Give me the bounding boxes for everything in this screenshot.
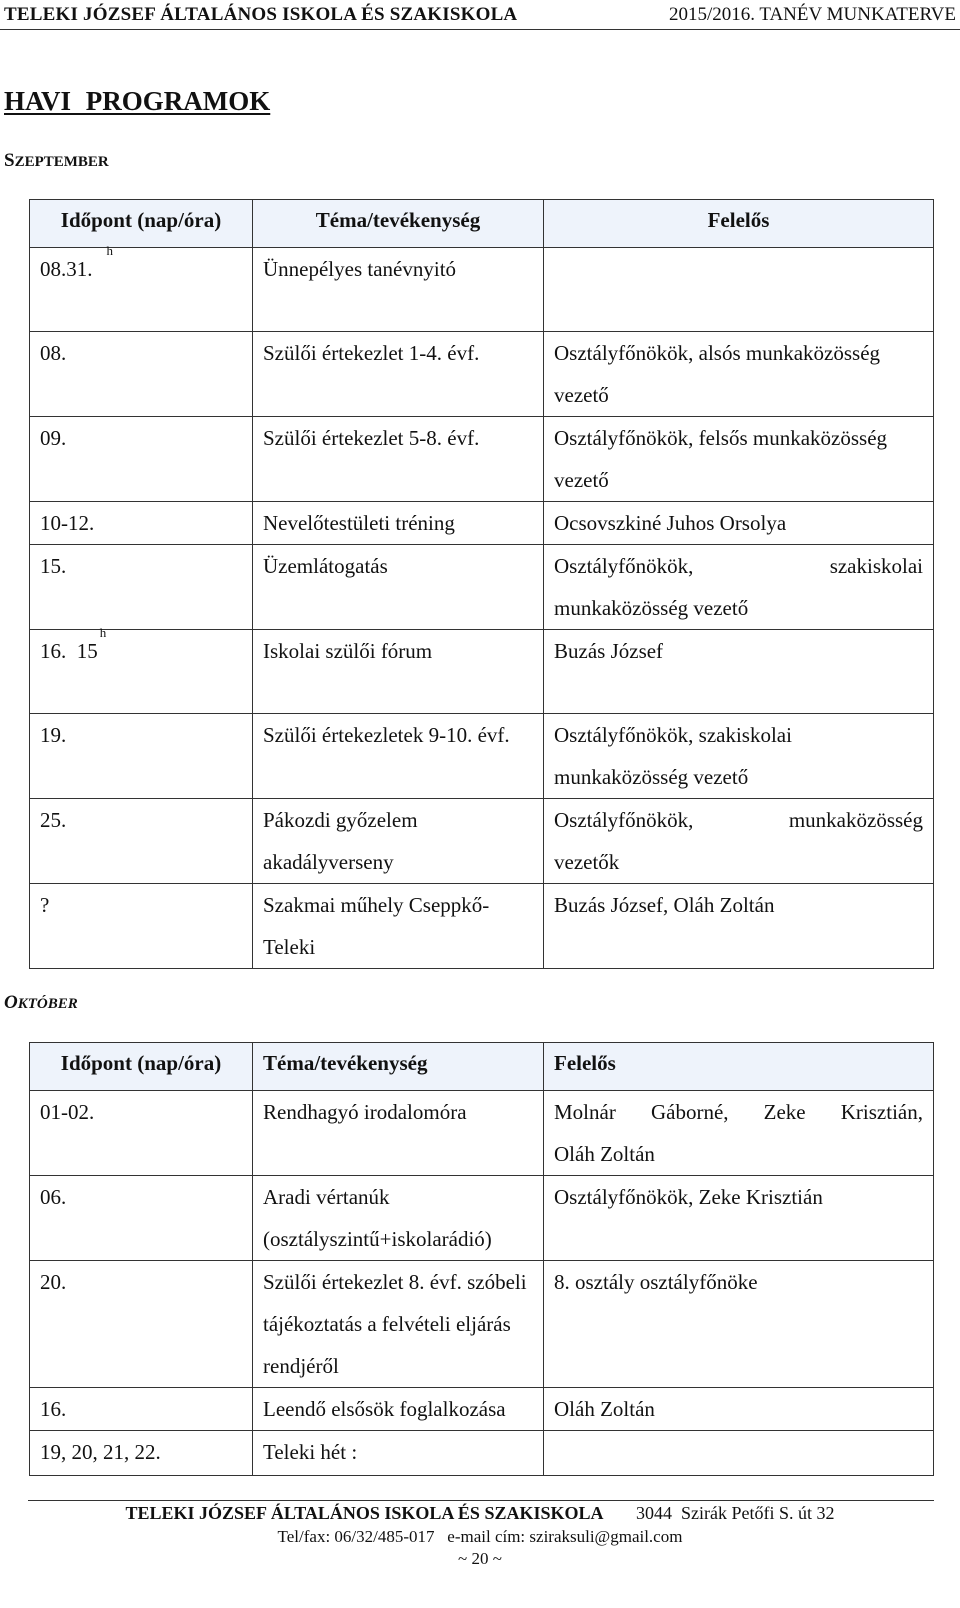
responsible-cell: Osztályfőnökök, szakiskolai munkaközösség vezető: [544, 714, 934, 799]
month-heading-september: [4, 150, 109, 172]
column-header-date: Időpont (nap/óra): [30, 1043, 253, 1091]
column-header-responsible: Felelős: [544, 200, 934, 248]
responsible-line-1: Osztályfőnökök, szakiskolai: [554, 554, 923, 578]
table-row: [30, 1388, 934, 1431]
responsible-cell: [544, 248, 934, 332]
table-row: [30, 799, 934, 884]
topic-cell: Üzemlátogatás: [253, 545, 544, 630]
date-cell: ?: [30, 884, 253, 969]
table-row: [30, 1176, 934, 1261]
table-header-row: [30, 200, 934, 248]
date-cell: 16.: [30, 1388, 253, 1431]
table-row: [30, 884, 934, 969]
topic-cell: Ünnepélyes tanévnyitó: [253, 248, 544, 332]
responsible-line-1: Osztályfőnökök, munkaközösség: [554, 808, 923, 832]
footer-school-name: TELEKI JÓZSEF ÁLTALÁNOS ISKOLA ÉS SZAKISKOLA: [125, 1503, 604, 1523]
table-row: [30, 1261, 934, 1388]
responsible-cell: Oláh Zoltán: [544, 1388, 934, 1431]
topic-cell: Szakmai műhely Cseppkő-Teleki: [253, 884, 544, 969]
footer-address: 3044 Szirák Petőfi S. út 32: [636, 1503, 835, 1523]
date-cell: 16. 15$^h$: [30, 630, 253, 714]
date-cell: 09.: [30, 417, 253, 502]
footer-school-line: [0, 1503, 960, 1524]
table-row: [30, 248, 934, 332]
column-header-topic: Téma/tevékenység: [253, 1043, 544, 1091]
responsible-cell: Osztályfőnökök, Zeke Krisztián: [544, 1176, 934, 1261]
table-row: [30, 630, 934, 714]
header-school-name: TELEKI JÓZSEF ÁLTALÁNOS ISKOLA ÉS SZAKISKOLA: [4, 4, 518, 25]
page-title: HAVI PROGRAMOK: [4, 86, 271, 116]
responsible-line-2: vezetők: [554, 850, 620, 874]
topic-cell: Rendhagyó irodalomóra: [253, 1091, 544, 1176]
month-rest: KTÓBER: [17, 996, 78, 1012]
responsible-line-1: Molnár Gáborné, Zeke Krisztián,: [554, 1100, 923, 1124]
responsible-cell: [544, 1431, 934, 1476]
responsible-cell: Osztályfőnökök, alsós munkaközösség vezető: [544, 332, 934, 417]
topic-cell: Leendő elsősök foglalkozása: [253, 1388, 544, 1431]
date-cell: 08.: [30, 332, 253, 417]
responsible-cell: Ocsovszkiné Juhos Orsolya: [544, 502, 934, 545]
responsible-cell: 8. osztály osztályfőnöke: [544, 1261, 934, 1388]
october-table: [29, 1042, 934, 1476]
topic-cell: Teleki hét :: [253, 1431, 544, 1476]
header-school-year: 2015/2016. TANÉV MUNKATERVE: [668, 4, 956, 25]
date-cell: 19, 20, 21, 22.: [30, 1431, 253, 1476]
topic-cell: Aradi vértanúk (osztályszintű+iskolarádió): [253, 1176, 544, 1261]
date-cell: 06.: [30, 1176, 253, 1261]
table-row: [30, 1091, 934, 1176]
topic-cell: Szülői értekezlet 8. évf. szóbeli tájékoztatás a felvételi eljárás rendjéről: [253, 1261, 544, 1388]
topic-cell: Nevelőtestületi tréning: [253, 502, 544, 545]
topic-cell: Szülői értekezlet 5-8. évf.: [253, 417, 544, 502]
date-cell: 08.31.$^h$: [30, 248, 253, 332]
topic-cell: Szülői értekezletek 9-10. évf.: [253, 714, 544, 799]
date-cell: 19.: [30, 714, 253, 799]
column-header-date: Időpont (nap/óra): [30, 200, 253, 248]
table-header-row: [30, 1043, 934, 1091]
responsible-cell: Buzás József, Oláh Zoltán: [544, 884, 934, 969]
table-row: [30, 714, 934, 799]
table-row: [30, 417, 934, 502]
page-header: [0, 0, 960, 30]
september-table: [29, 199, 934, 969]
date-cell: 10-12.: [30, 502, 253, 545]
date-cell: 15.: [30, 545, 253, 630]
responsible-cell: [544, 1091, 934, 1176]
date-cell: 20.: [30, 1261, 253, 1388]
responsible-cell: [544, 799, 934, 884]
topic-cell: Pákozdi győzelem akadályverseny: [253, 799, 544, 884]
responsible-cell: [544, 545, 934, 630]
month-rest: ZEPTEMBER: [14, 154, 109, 170]
topic-cell: Iskolai szülői fórum: [253, 630, 544, 714]
month-initial: S: [4, 150, 15, 171]
responsible-line-2: Oláh Zoltán: [554, 1142, 655, 1166]
topic-cell: Szülői értekezlet 1-4. évf.: [253, 332, 544, 417]
date-cell: 25.: [30, 799, 253, 884]
month-heading-october: [4, 992, 78, 1014]
column-header-responsible: Felelős: [544, 1043, 934, 1091]
responsible-line-2: munkaközösség vezető: [554, 596, 749, 620]
page-number: ~ 20 ~: [458, 1549, 502, 1568]
column-header-topic: Téma/tevékenység: [253, 200, 544, 248]
date-cell: 01-02.: [30, 1091, 253, 1176]
responsible-cell: Osztályfőnökök, felsős munkaközösség vezető: [544, 417, 934, 502]
table-row: [30, 332, 934, 417]
responsible-cell: Buzás József: [544, 630, 934, 714]
footer-divider: [28, 1500, 934, 1501]
footer-contact: Tel/fax: 06/32/485-017 e-mail cím: sziraksuli@gmail.com: [277, 1527, 683, 1546]
table-row: [30, 1431, 934, 1476]
table-row: [30, 545, 934, 630]
table-row: [30, 502, 934, 545]
month-initial: O: [4, 992, 18, 1013]
